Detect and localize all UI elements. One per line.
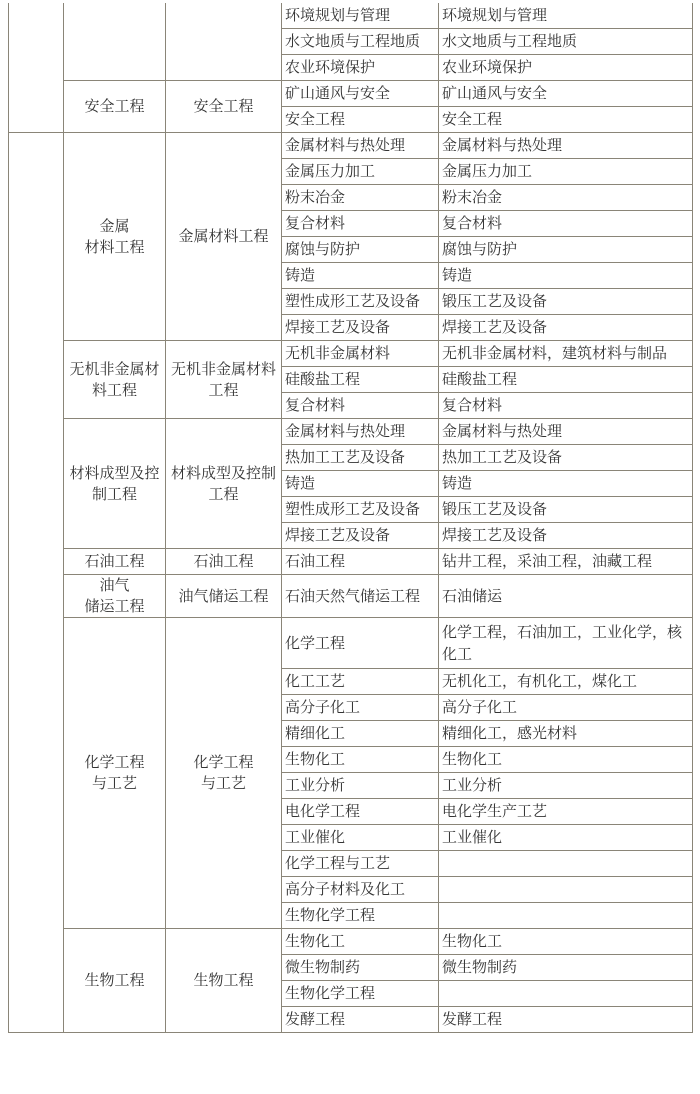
original-major-cell: 农业环境保护 [282, 55, 439, 81]
original-major-cell: 石油工程 [282, 549, 439, 575]
related-major-cell: 焊接工艺及设备 [439, 315, 693, 341]
related-major-cell: 矿山通风与安全 [439, 81, 693, 107]
major-cell: 材料成型及控制工程 [166, 419, 282, 549]
original-major-cell: 石油天然气储运工程 [282, 575, 439, 618]
major-cell: 金属材料工程 [166, 133, 282, 341]
category-cell: 金属 材料工程 [64, 133, 166, 341]
category-cell: 生物工程 [64, 929, 166, 1033]
category-cell: 油气 储运工程 [64, 575, 166, 618]
original-major-cell: 化工工艺 [282, 669, 439, 695]
original-major-cell: 微生物制药 [282, 955, 439, 981]
category-cell: 石油工程 [64, 549, 166, 575]
related-major-cell: 环境规划与管理 [439, 3, 693, 29]
related-major-cell: 金属材料与热处理 [439, 419, 693, 445]
related-major-cell: 工业催化 [439, 825, 693, 851]
original-major-cell: 精细化工 [282, 721, 439, 747]
category-cell [64, 3, 166, 81]
major-cell: 油气储运工程 [166, 575, 282, 618]
related-major-cell: 热加工工艺及设备 [439, 445, 693, 471]
related-major-cell [439, 877, 693, 903]
original-major-cell: 水文地质与工程地质 [282, 29, 439, 55]
table-row [9, 575, 693, 618]
original-major-cell: 化学工程 [282, 618, 439, 669]
table-row [9, 929, 693, 955]
major-cell: 化学工程 与工艺 [166, 618, 282, 929]
table-row [9, 618, 693, 669]
related-major-cell: 硅酸盐工程 [439, 367, 693, 393]
original-major-cell: 矿山通风与安全 [282, 81, 439, 107]
original-major-cell: 化学工程与工艺 [282, 851, 439, 877]
related-major-cell: 焊接工艺及设备 [439, 523, 693, 549]
table-row [9, 133, 693, 159]
original-major-cell: 焊接工艺及设备 [282, 523, 439, 549]
related-major-cell: 无机非金属材料，建筑材料与制品 [439, 341, 693, 367]
related-major-cell: 农业环境保护 [439, 55, 693, 81]
related-major-cell: 锻压工艺及设备 [439, 289, 693, 315]
related-major-cell: 石油储运 [439, 575, 693, 618]
related-major-cell: 腐蚀与防护 [439, 237, 693, 263]
table-row [9, 81, 693, 107]
original-major-cell: 金属材料与热处理 [282, 133, 439, 159]
major-cell: 生物工程 [166, 929, 282, 1033]
related-major-cell: 铸造 [439, 471, 693, 497]
major-correspondence-table [8, 3, 693, 1033]
original-major-cell: 塑性成形工艺及设备 [282, 497, 439, 523]
related-major-cell: 铸造 [439, 263, 693, 289]
original-major-cell: 复合材料 [282, 211, 439, 237]
original-major-cell: 硅酸盐工程 [282, 367, 439, 393]
related-major-cell: 电化学生产工艺 [439, 799, 693, 825]
original-major-cell: 生物化工 [282, 747, 439, 773]
original-major-cell: 复合材料 [282, 393, 439, 419]
related-major-cell: 复合材料 [439, 211, 693, 237]
category-cell: 安全工程 [64, 81, 166, 133]
original-major-cell: 电化学工程 [282, 799, 439, 825]
category-cell: 化学工程 与工艺 [64, 618, 166, 929]
original-major-cell: 铸造 [282, 263, 439, 289]
related-major-cell: 微生物制药 [439, 955, 693, 981]
original-major-cell: 发酵工程 [282, 1007, 439, 1033]
original-major-cell: 金属材料与热处理 [282, 419, 439, 445]
original-major-cell: 工业分析 [282, 773, 439, 799]
table-row [9, 419, 693, 445]
table-row [9, 549, 693, 575]
table-body [9, 3, 693, 1033]
related-major-cell: 锻压工艺及设备 [439, 497, 693, 523]
related-major-cell: 生物化工 [439, 747, 693, 773]
major-cell: 无机非金属材料工程 [166, 341, 282, 419]
major-cell: 安全工程 [166, 81, 282, 133]
related-major-cell [439, 851, 693, 877]
original-major-cell: 热加工工艺及设备 [282, 445, 439, 471]
related-major-cell: 精细化工，感光材料 [439, 721, 693, 747]
original-major-cell: 高分子材料及化工 [282, 877, 439, 903]
original-major-cell: 铸造 [282, 471, 439, 497]
related-major-cell: 复合材料 [439, 393, 693, 419]
related-major-cell: 无机化工，有机化工，煤化工 [439, 669, 693, 695]
related-major-cell: 发酵工程 [439, 1007, 693, 1033]
original-major-cell: 金属压力加工 [282, 159, 439, 185]
original-major-cell: 粉末冶金 [282, 185, 439, 211]
related-major-cell: 金属压力加工 [439, 159, 693, 185]
original-major-cell: 生物化学工程 [282, 981, 439, 1007]
related-major-cell: 金属材料与热处理 [439, 133, 693, 159]
related-major-cell [439, 981, 693, 1007]
table-row [9, 3, 693, 29]
original-major-cell: 高分子化工 [282, 695, 439, 721]
original-major-cell: 安全工程 [282, 107, 439, 133]
original-major-cell: 焊接工艺及设备 [282, 315, 439, 341]
related-major-cell: 生物化工 [439, 929, 693, 955]
original-major-cell: 工业催化 [282, 825, 439, 851]
related-major-cell [439, 903, 693, 929]
original-major-cell: 腐蚀与防护 [282, 237, 439, 263]
original-major-cell: 生物化学工程 [282, 903, 439, 929]
related-major-cell: 钻井工程，采油工程，油藏工程 [439, 549, 693, 575]
major-cell: 石油工程 [166, 549, 282, 575]
major-cell [166, 3, 282, 81]
related-major-cell: 高分子化工 [439, 695, 693, 721]
discipline-cell [9, 133, 64, 1033]
related-major-cell: 安全工程 [439, 107, 693, 133]
related-major-cell: 工业分析 [439, 773, 693, 799]
original-major-cell: 环境规划与管理 [282, 3, 439, 29]
related-major-cell: 水文地质与工程地质 [439, 29, 693, 55]
category-cell: 无机非金属材料工程 [64, 341, 166, 419]
original-major-cell: 生物化工 [282, 929, 439, 955]
related-major-cell: 化学工程，石油加工，工业化学，核化工 [439, 618, 693, 669]
original-major-cell: 无机非金属材料 [282, 341, 439, 367]
table-row [9, 341, 693, 367]
category-cell: 材料成型及控制工程 [64, 419, 166, 549]
discipline-cell [9, 3, 64, 133]
related-major-cell: 粉末冶金 [439, 185, 693, 211]
original-major-cell: 塑性成形工艺及设备 [282, 289, 439, 315]
